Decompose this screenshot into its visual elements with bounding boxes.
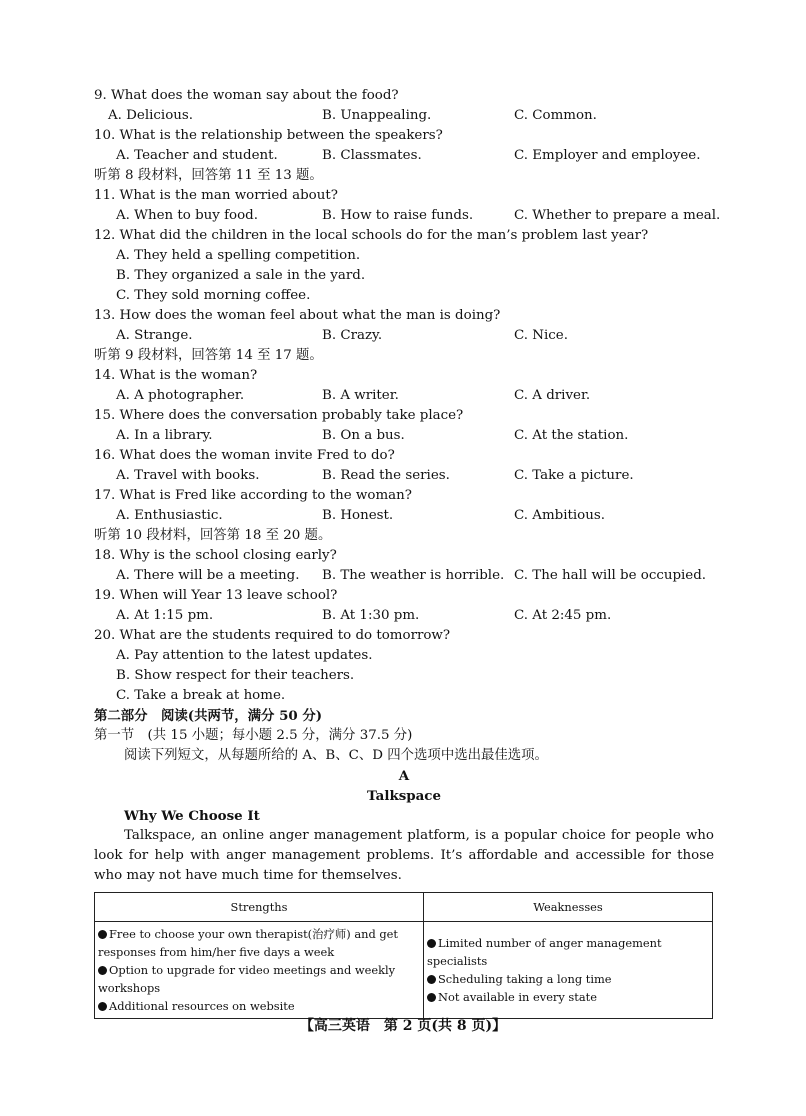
option-c: C. Employer and employee.: [514, 148, 701, 163]
option-b: B. On a bus.: [322, 428, 405, 443]
option-a: A. Delicious.: [108, 108, 194, 123]
option-b: B. Read the series.: [322, 468, 450, 483]
subheading: Why We Choose It: [124, 808, 260, 824]
option-a: A. Pay attention to the latest updates.: [116, 648, 373, 663]
section-one-instruction: 阅读下列短文，从每题所给的 A、B、C、D 四个选项中选出最佳选项。: [124, 748, 548, 763]
option-c: C. Ambitious.: [514, 508, 605, 523]
weakness-item: Scheduling taking a long time: [427, 970, 709, 988]
option-a: A. Strange.: [116, 328, 193, 343]
option-a: A. When to buy food.: [116, 208, 259, 223]
strength-item: Free to choose your own therapist(治疗师) and get responses from him/her five days a week: [98, 927, 398, 959]
weakness-item: Limited number of anger management specialists: [427, 936, 662, 968]
option-c: C. They sold morning coffee.: [116, 288, 311, 303]
strengths-header: Strengths: [95, 893, 424, 922]
option-b: B. How to raise funds.: [322, 208, 474, 223]
option-a: A. At 1:15 pm.: [116, 608, 214, 623]
part-two-heading: 第二部分 阅读(共两节，满分 50 分): [94, 708, 323, 724]
question-9: 9. What does the woman say about the food?: [94, 88, 399, 103]
option-c: C. At 2:45 pm.: [514, 608, 612, 623]
instruction-passage-8: 听第 8 段材料，回答第 11 至 13 题。: [94, 168, 323, 183]
question-10: 10. What is the relationship between the speakers?: [94, 128, 443, 143]
strengths-weaknesses-table: [94, 892, 713, 1019]
question-14: 14. What is the woman?: [94, 368, 258, 383]
question-20: 20. What are the students required to do tomorrow?: [94, 628, 451, 643]
option-b: B. A writer.: [322, 388, 399, 403]
question-13-options: [94, 326, 714, 346]
question-12: 12. What did the children in the local schools do for the man’s problem last year?: [94, 228, 649, 243]
option-a: A. Travel with books.: [116, 468, 260, 483]
option-b: B. The weather is horrible.: [322, 568, 505, 583]
option-b: B. Show respect for their teachers.: [116, 668, 355, 683]
option-b: B. At 1:30 pm.: [322, 608, 420, 623]
bullet-icon: [427, 939, 436, 948]
question-9-options: [94, 106, 714, 126]
weaknesses-header: Weaknesses: [424, 893, 713, 922]
exam-page: [94, 86, 721, 1019]
option-b: B. Crazy.: [322, 328, 383, 343]
option-b: B. Honest.: [322, 508, 394, 523]
bullet-icon: [98, 930, 107, 939]
question-16-options: [94, 466, 714, 486]
bullet-icon: [98, 966, 107, 975]
weakness-item: Not available in every state: [427, 988, 709, 1006]
question-17: 17. What is Fred like according to the woman?: [94, 488, 412, 503]
option-a: A. Enthusiastic.: [116, 508, 223, 523]
question-13: 13. How does the woman feel about what the man is doing?: [94, 308, 501, 323]
question-14-options: [94, 386, 714, 406]
page-footer: 【高三英语 第 2 页(共 8 页)】: [299, 1018, 507, 1034]
question-18-options: [94, 566, 714, 586]
option-a: A. Teacher and student.: [116, 148, 278, 163]
bullet-icon: [427, 993, 436, 1002]
strengths-cell: [95, 922, 424, 1019]
instruction-passage-9: 听第 9 段材料，回答第 14 至 17 题。: [94, 348, 323, 363]
option-c: C. Common.: [514, 108, 597, 123]
question-16: 16. What does the woman invite Fred to do?: [94, 448, 395, 463]
question-15-options: [94, 426, 714, 446]
option-b: B. Unappealing.: [322, 108, 432, 123]
passage-title: Talkspace: [367, 788, 441, 804]
question-17-options: [94, 506, 714, 526]
option-c: C. Nice.: [514, 328, 568, 343]
question-18: 18. Why is the school closing early?: [94, 548, 337, 563]
option-c: C. The hall will be occupied.: [514, 568, 707, 583]
question-11: 11. What is the man worried about?: [94, 188, 338, 203]
strength-item: Option to upgrade for video meetings and weekly workshops: [98, 963, 396, 995]
passage-letter: A: [398, 768, 410, 784]
passage-paragraph: Talkspace, an online anger management platform, is a popular choice for people who look for help with anger management problems. It’s affordable and accessible for those who may not have much time for themselves.: [94, 828, 714, 883]
section-one-heading: 第一节 (共 15 小题；每小题 2.5 分，满分 37.5 分): [94, 728, 413, 743]
option-b: B. Classmates.: [322, 148, 422, 163]
option-b: B. They organized a sale in the yard.: [116, 268, 366, 283]
option-c: C. A driver.: [514, 388, 591, 403]
option-c: C. At the station.: [514, 428, 629, 443]
option-c: C. Take a picture.: [514, 468, 634, 483]
option-a: A. A photographer.: [116, 388, 245, 403]
question-15: 15. Where does the conversation probably take place?: [94, 408, 464, 423]
weaknesses-cell: [424, 922, 713, 1019]
option-c: C. Take a break at home.: [116, 688, 286, 703]
bullet-icon: [98, 1002, 107, 1011]
question-11-options: [94, 206, 721, 226]
strength-item: Additional resources on website: [98, 997, 420, 1015]
option-a: A. There will be a meeting.: [116, 568, 300, 583]
option-a: A. They held a spelling competition.: [116, 248, 361, 263]
question-19-options: [94, 606, 714, 626]
instruction-passage-10: 听第 10 段材料，回答第 18 至 20 题。: [94, 528, 332, 543]
question-10-options: [94, 146, 714, 166]
question-19: 19. When will Year 13 leave school?: [94, 588, 338, 603]
option-a: A. In a library.: [116, 428, 213, 443]
option-c: C. Whether to prepare a meal.: [514, 208, 721, 223]
bullet-icon: [427, 975, 436, 984]
